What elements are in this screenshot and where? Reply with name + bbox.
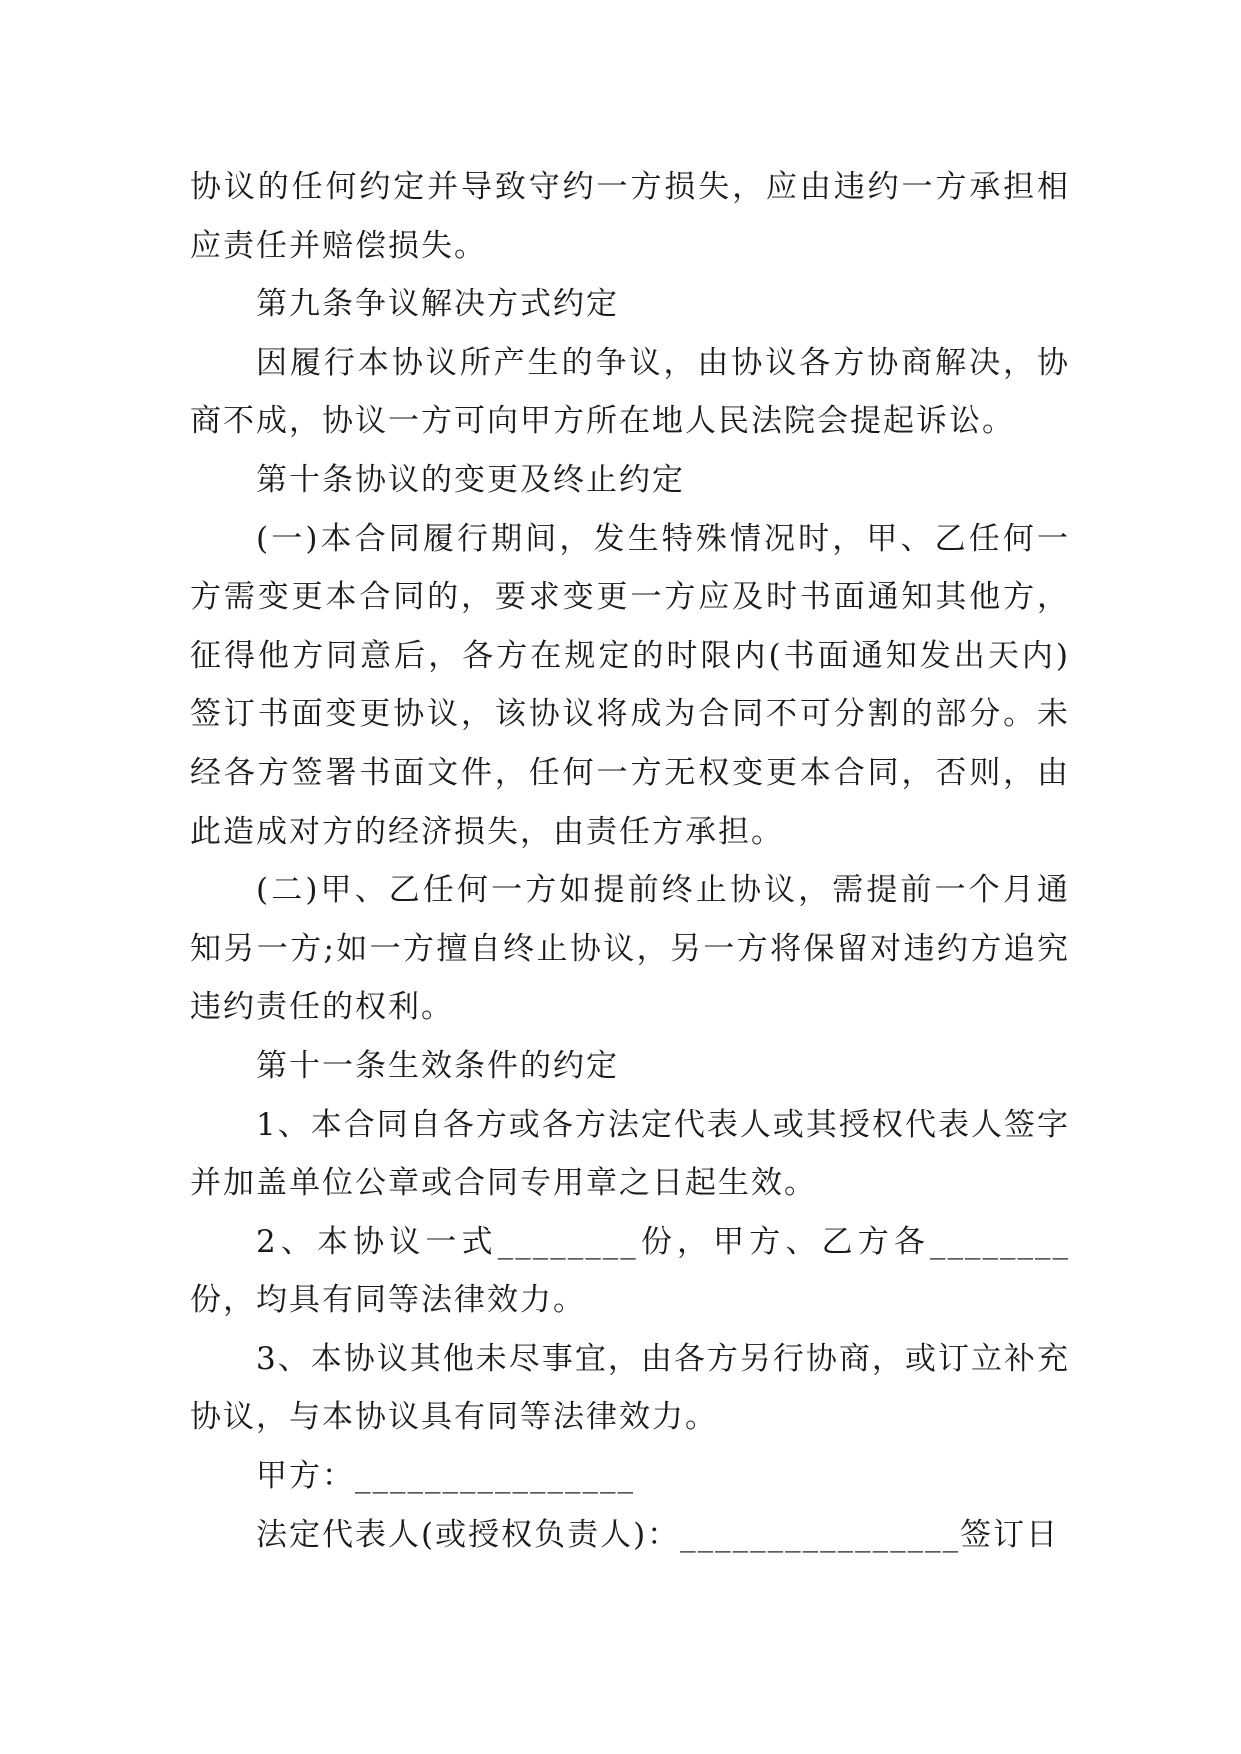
paragraph-effective-clause-2: 2、本协议一式________份，甲方、乙方各________份，均具有同等法律效力。 <box>190 1223 1070 1319</box>
paragraph-termination: (二)甲、乙任何一方如提前终止协议，需提前一个月通知另一方;如一方擅自终止协议，另一方将保留对违约方追究违约责任的权利。 <box>190 872 1070 1026</box>
party-a-signature-line: 甲方：________________ <box>256 1458 635 1495</box>
paragraph-dispute-resolution: 因履行本协议所产生的争议，由协议各方协商解决，协商不成，协议一方可向甲方所在地人民法院会提起诉讼。 <box>190 344 1070 440</box>
paragraph-breach-liability: 协议的任何约定并导致守约一方损失，应由违约一方承担相应责任并赔偿损失。 <box>190 169 1070 264</box>
heading-article-11: 第十一条生效条件的约定 <box>256 1047 619 1084</box>
document-body <box>190 158 1070 1564</box>
paragraph-effective-clause-1: 1、本合同自各方或各方法定代表人或其授权代表人签字并加盖单位公章或合同专用章之日起生效。 <box>190 1106 1070 1202</box>
heading-article-10: 第十条协议的变更及终止约定 <box>256 461 685 498</box>
paragraph-amendment: (一)本合同履行期间，发生特殊情况时，甲、乙任何一方需变更本合同的，要求变更一方应及时书面通知其他方，征得他方同意后，各方在规定的时限内(书面通知发出天内)签订书面变更协议，该协议将成为合同不可分割的部分。未经各方签署书面文件，任何一方无权变更本合同，否则，由此造成对方的经济损失，由责任方承担。 <box>190 520 1070 850</box>
paragraph-effective-clause-3: 3、本协议其他未尽事宜，由各方另行协商，或订立补充协议，与本协议具有同等法律效力。 <box>190 1340 1070 1436</box>
legal-representative-line: 法定代表人(或授权负责人)：________________签订日 <box>256 1516 1060 1553</box>
heading-article-9: 第九条争议解决方式约定 <box>256 286 619 323</box>
